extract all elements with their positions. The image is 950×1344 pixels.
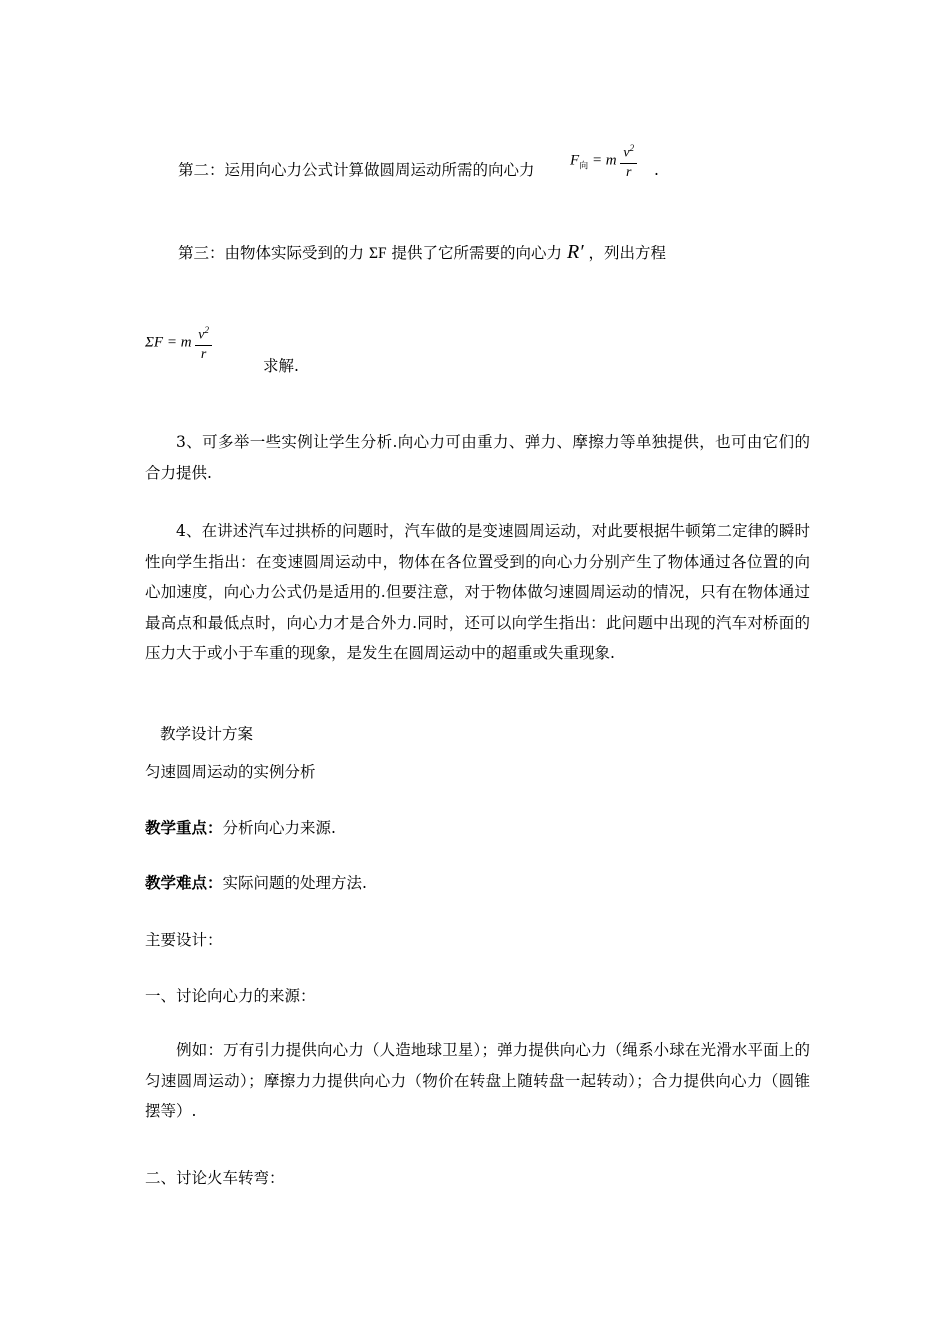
key-point-label: 教学重点： bbox=[145, 818, 223, 837]
key-point-text: 分析向心力来源. bbox=[222, 819, 336, 837]
step2-trail: . bbox=[654, 161, 659, 179]
design-title: 教学设计方案 bbox=[160, 725, 254, 743]
section-2: 二、讨论火车转弯： bbox=[145, 1169, 285, 1187]
example-paragraph: 例如：万有引力提供向心力（人造地球卫星）；弹力提供向心力（绳系小球在光滑水平面上的匀速圆周运动）；摩擦力力提供向心力（物价在转盘上随转盘一起转动）；合力提供向心力（圆锥摆等）. bbox=[145, 1041, 810, 1120]
step2-text: 第二：运用向心力公式计算做圆周运动所需的向心力 bbox=[178, 161, 535, 179]
centripetal-formula: $F_向 = m$ $\frac{v^2}{r}$ bbox=[570, 140, 637, 182]
key-point bbox=[145, 818, 336, 838]
difficulty-text: 实际问题的处理方法. bbox=[222, 874, 367, 892]
equation-trail: 求解. bbox=[263, 357, 299, 375]
difficulty-label: 教学难点： bbox=[145, 873, 223, 892]
section-1: 一、讨论向心力的来源： bbox=[145, 987, 316, 1005]
step3-line bbox=[178, 242, 666, 264]
difficulty bbox=[145, 873, 367, 893]
step2-line bbox=[178, 160, 535, 180]
step3-text-b: 提供了它所需要的向心力 bbox=[391, 244, 563, 262]
paragraph-3: 3、可多举一些实例让学生分析.向心力可由重力、弹力、摩擦力等单独提供，也可由它们的合力提供. bbox=[145, 433, 810, 482]
design-subtitle: 匀速圆周运动的实例分析 bbox=[145, 763, 316, 781]
main-design: 主要设计： bbox=[145, 931, 223, 949]
paragraph-4: 4、在讲述汽车过拱桥的问题时，汽车做的是变速圆周运动，对此要根据牛顿第二定律的瞬时性向学生指出：在变速圆周运动中，物体在各位置受到的向心力分别产生了物体通过各位置的向心加速度，向心力公式仍是适用的.但要注意，对于物体做匀速圆周运动的情况，只有在物体通过最高点和最低点时，向心力才是合外力.同时，还可以向学生指出：此问题中出现的汽车对桥面的压力大于或小于车重的现象，是发生在圆周运动中的超重或失重现象. bbox=[145, 522, 810, 662]
step3-text-a: 第三：由物体实际受到的力 bbox=[178, 244, 365, 262]
equation-formula: ΣF = m $\frac{v^2}{r}$ bbox=[145, 322, 212, 364]
sum-f-symbol: ΣF bbox=[368, 245, 387, 262]
r-prime-symbol: R′ bbox=[567, 241, 584, 263]
step3-text-c: ，列出方程 bbox=[588, 244, 667, 262]
